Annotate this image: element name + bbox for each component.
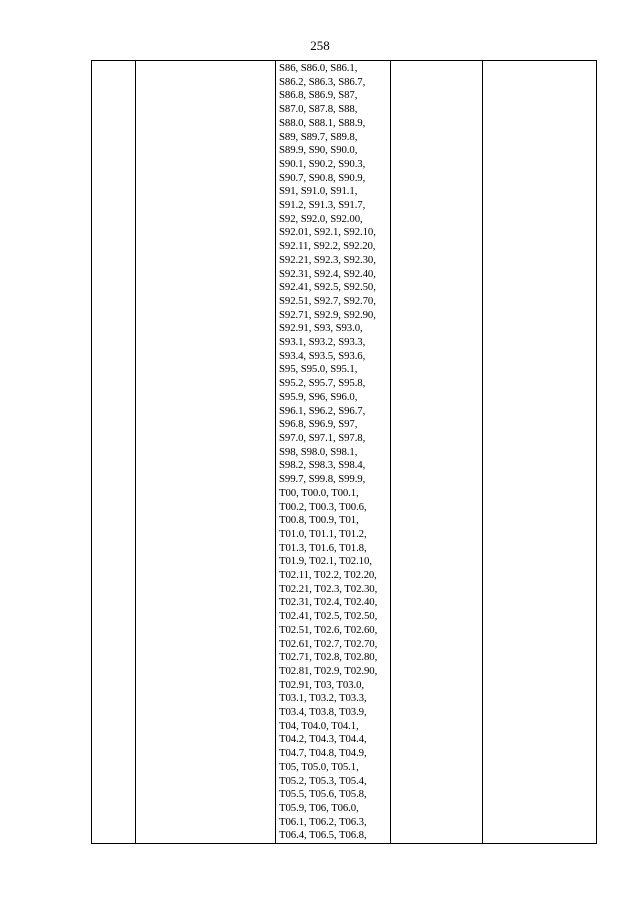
code-line: S96.1, S96.2, S96.7, [279, 404, 366, 417]
code-line: S95.2, S95.7, S95.8, [279, 377, 366, 390]
document-table [91, 60, 597, 844]
code-line: S89.9, S90, S90.0, [279, 144, 358, 157]
code-line: T05.5, T05.6, T05.8, [279, 788, 367, 801]
code-line: S98.2, S98.3, S98.4, [279, 459, 366, 472]
table-cell-col5 [483, 61, 597, 844]
code-line: S97.0, S97.1, S97.8, [279, 431, 366, 444]
diagnosis-codes-list [279, 62, 390, 843]
code-line: T02.41, T02.5, T02.50, [279, 610, 378, 623]
code-line: S89, S89.7, S89.8, [279, 130, 358, 143]
code-line: S91, S91.0, S91.1, [279, 185, 358, 198]
code-line: S92.31, S92.4, S92.40, [279, 267, 376, 280]
page-number: 258 [310, 38, 330, 53]
table-row [92, 61, 597, 844]
code-line: T01.9, T02.1, T02.10, [279, 555, 372, 568]
code-line: S88.0, S88.1, S88.9, [279, 116, 366, 129]
code-line: S86.8, S86.9, S87, [279, 89, 358, 102]
code-line: T04.7, T04.8, T04.9, [279, 747, 367, 760]
code-line: T05.2, T05.3, T05.4, [279, 774, 367, 787]
code-line: T02.51, T02.6, T02.60, [279, 623, 378, 636]
code-line: S96.8, S96.9, S97, [279, 418, 358, 431]
code-line: S91.2, S91.3, S91.7, [279, 199, 366, 212]
code-line: T02.21, T02.3, T02.30, [279, 582, 378, 595]
code-line: T00.2, T00.3, T00.6, [279, 500, 367, 513]
code-line: T03.4, T03.8, T03.9, [279, 706, 367, 719]
code-line: T05.9, T06, T06.0, [279, 801, 359, 814]
table-cell-col4 [391, 61, 483, 844]
code-line: T02.71, T02.8, T02.80, [279, 651, 378, 664]
code-line: T00.8, T00.9, T01, [279, 514, 359, 527]
code-line: S92.91, S93, S93.0, [279, 322, 363, 335]
code-line: S92, S92.0, S92.00, [279, 212, 363, 225]
table-cell-codes [276, 61, 391, 844]
code-line: T00, T00.0, T00.1, [279, 486, 359, 499]
code-line: T05, T05.0, T05.1, [279, 760, 359, 773]
code-line: S93.1, S93.2, S93.3, [279, 336, 366, 349]
code-line: S90.7, S90.8, S90.9, [279, 171, 366, 184]
code-line: T01.3, T01.6, T01.8, [279, 541, 367, 554]
code-line: S92.21, S92.3, S92.30, [279, 253, 376, 266]
code-line: S98, S98.0, S98.1, [279, 445, 358, 458]
code-line: S92.71, S92.9, S92.90, [279, 308, 376, 321]
code-line: S86, S86.0, S86.1, [279, 62, 358, 74]
code-line: S92.11, S92.2, S92.20, [279, 240, 376, 253]
code-line: S90.1, S90.2, S90.3, [279, 157, 366, 170]
code-line: T03.1, T03.2, T03.3, [279, 692, 367, 705]
code-line: T04.2, T04.3, T04.4, [279, 733, 367, 746]
code-line: S95.9, S96, S96.0, [279, 390, 358, 403]
code-line: S95, S95.0, S95.1, [279, 363, 358, 376]
code-line: T01.0, T01.1, T01.2, [279, 527, 367, 540]
code-line: S92.41, S92.5, S92.50, [279, 281, 376, 294]
code-line: S93.4, S93.5, S93.6, [279, 349, 366, 362]
code-line: S99.7, S99.8, S99.9, [279, 473, 366, 486]
code-line: T06.1, T06.2, T06.3, [279, 815, 367, 828]
code-line: S87.0, S87.8, S88, [279, 103, 358, 116]
code-line: T02.81, T02.9, T02.90, [279, 664, 378, 677]
code-line: S92.51, S92.7, S92.70, [279, 294, 376, 307]
code-line: T06.4, T06.5, T06.8, [279, 829, 367, 842]
code-line: T02.91, T03, T03.0, [279, 678, 364, 691]
code-line: S86.2, S86.3, S86.7, [279, 75, 366, 88]
code-line: T02.11, T02.2, T02.20, [279, 569, 377, 582]
table-cell-col2 [136, 61, 276, 844]
code-line: T02.31, T02.4, T02.40, [279, 596, 378, 609]
code-line: T04, T04.0, T04.1, [279, 719, 359, 732]
code-line: T02.61, T02.7, T02.70, [279, 637, 378, 650]
table-cell-col1 [92, 61, 136, 844]
code-line: S92.01, S92.1, S92.10, [279, 226, 376, 239]
